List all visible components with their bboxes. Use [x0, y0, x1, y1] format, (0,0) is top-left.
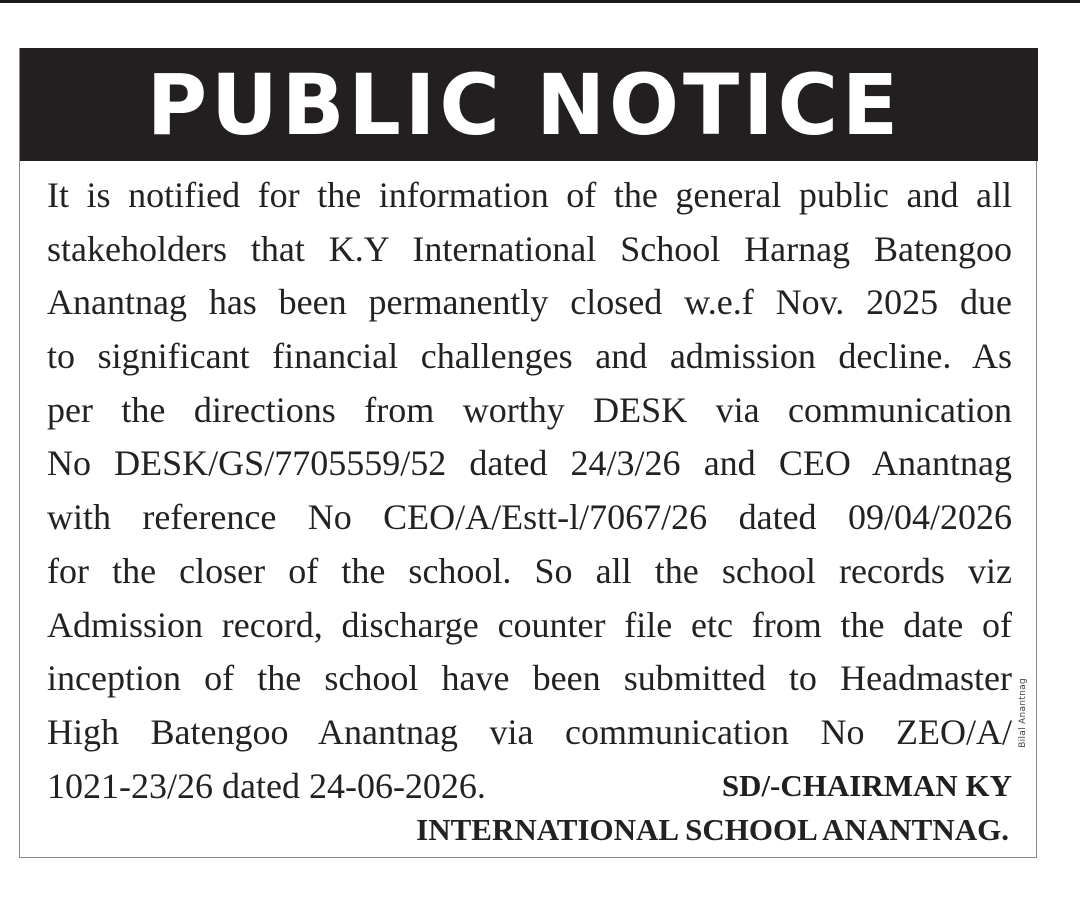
notice-line: for the closer of the school. So all the school records viz [47, 550, 1012, 591]
notice-line: It is notified for the information of the general public and all [47, 175, 1012, 215]
notice-body [47, 169, 1012, 813]
notice-line: per the directions from worthy DESK via communication [47, 389, 1012, 430]
last-row [47, 760, 1012, 814]
public-notice-box [19, 48, 1037, 858]
notice-line: stakeholders that K.Y International School Harnag Batengoo [47, 228, 1012, 269]
photo-credit: Bilal Anantnag [1018, 678, 1028, 748]
notice-banner [20, 48, 1038, 161]
notice-line: Admission record, discharge counter file etc from the date of [47, 604, 1012, 645]
signature-line-1: SD/-CHAIRMAN KY [721, 767, 1012, 803]
signature-line-2: INTERNATIONAL SCHOOL ANANTNAG. [416, 812, 1009, 847]
notice-line: inception of the school have been submitted to Headmaster [47, 658, 1012, 699]
notice-line: to significant financial challenges and admission decline. As [47, 336, 1012, 377]
notice-line: 1021-23/26 dated 24-06-2026. [47, 765, 486, 806]
top-rule [0, 0, 1080, 3]
notice-line: No DESK/GS/7705559/52 dated 24/3/26 and CEO Anantnag [47, 443, 1012, 484]
notice-line: High Batengoo Anantnag via communication No ZEO/A/ [47, 711, 1012, 752]
notice-title: PUBLIC NOTICE [146, 55, 902, 154]
notice-line: with reference No CEO/A/Estt-l/7067/26 dated 09/04/2026 [47, 497, 1012, 538]
notice-line: Anantnag has been permanently closed w.e.f Nov. 2025 due [47, 282, 1012, 323]
